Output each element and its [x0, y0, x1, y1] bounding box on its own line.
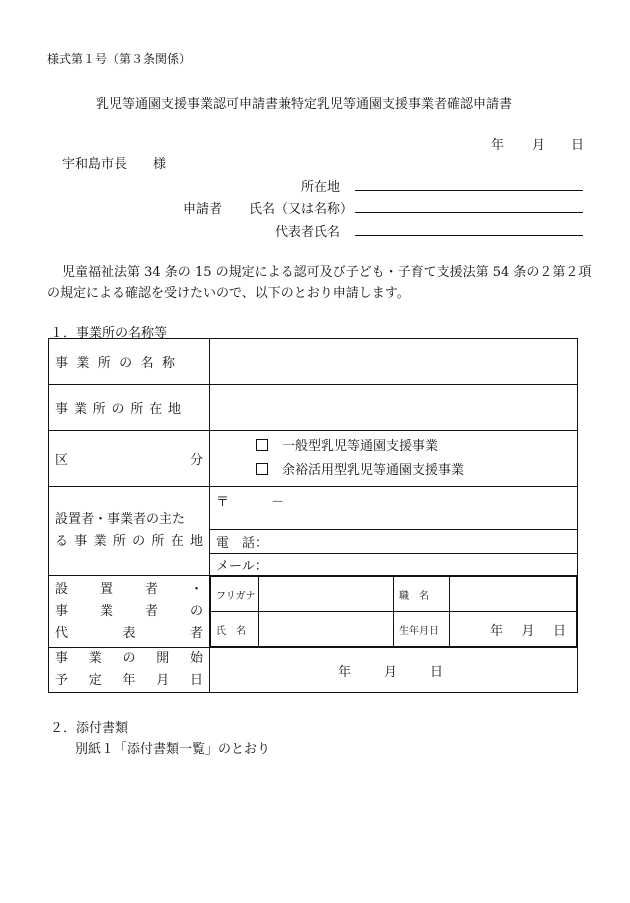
operator-postal-row [49, 487, 578, 530]
name-field[interactable] [355, 212, 583, 213]
start-date-field[interactable]: 年 月 日 [210, 648, 578, 693]
section1-heading: １．事業所の名称等 [50, 326, 168, 341]
category-options [210, 431, 578, 487]
facility-name-label: 事 業 所 の 名 称 [49, 339, 210, 385]
facility-name-row [49, 339, 578, 385]
facility-location-label: 事 業 所 の 所 在 地 [49, 385, 210, 431]
phone-field[interactable] [210, 530, 578, 554]
address-field[interactable] [355, 190, 583, 191]
birthdate-label: 生年月日 [394, 612, 450, 647]
representative-row [49, 576, 578, 648]
representative-label: 代表者氏名 [275, 225, 341, 240]
shimei-field[interactable] [259, 612, 394, 647]
postal-dash: － [271, 495, 285, 510]
representative-inner-table [210, 576, 577, 647]
facility-location-field[interactable] [210, 385, 578, 431]
postal-mark: 〒 [216, 495, 230, 510]
section2-text: 別紙１「添付書類一覧」のとおり [75, 742, 271, 757]
phone-label: 電 話： [216, 536, 269, 551]
start-date-row [49, 648, 578, 693]
applicant-role-label: 申請者 [183, 202, 223, 217]
checkbox-icon[interactable] [256, 439, 268, 451]
facility-location-row [49, 385, 578, 431]
category-option-surplus[interactable]: 余裕活用型乳児等通園支援事業 [256, 459, 577, 483]
furigana-label: フリガナ [211, 577, 259, 612]
facility-table [48, 338, 578, 693]
representative-details [210, 576, 578, 648]
position-field[interactable] [450, 577, 577, 612]
mail-field[interactable] [210, 554, 578, 576]
document-title: 乳児等通園支援事業認可申請書兼特定乳児等通園支援事業者確認申請書 [96, 97, 513, 112]
category-label: 区 分 [49, 431, 210, 487]
start-date-label: 事 業 の 開 始 予 定 年 月 日 [49, 648, 210, 693]
address-label: 所在地 [301, 180, 341, 195]
addressee: 宇和島市長 様 [62, 157, 167, 172]
representative-field[interactable] [355, 235, 583, 236]
checkbox-icon[interactable] [256, 463, 268, 475]
name-label: 氏名（又は名称） [249, 202, 354, 217]
form-number: 様式第１号（第３条関係） [47, 52, 192, 66]
section2-heading: ２．添付書類 [50, 721, 129, 736]
category-row [49, 431, 578, 487]
body-text-line2: の規定による確認を受けたいので、以下のとおり申請します。 [47, 286, 410, 301]
category-option-general[interactable]: 一般型乳児等通園支援事業 [256, 435, 577, 459]
furigana-field[interactable] [259, 577, 394, 612]
postal-field[interactable] [210, 487, 578, 530]
operator-address-label: 設置者・事業者の主た る 事 業 所 の 所 在 地 [49, 487, 210, 576]
birthdate-field[interactable]: 年 月 日 [450, 612, 577, 647]
shimei-label: 氏 名 [211, 612, 259, 647]
representative-label: 設 置 者 ・ 事 業 者 の 代 表 者 [49, 576, 210, 648]
facility-name-field[interactable] [210, 339, 578, 385]
position-label: 職 名 [394, 577, 450, 612]
mail-label: メール： [216, 559, 268, 574]
body-text-line1: 児童福祉法第 34 条の 15 の規定による認可及び子ども・子育て支援法第 54 条の２第２項 [62, 265, 592, 280]
